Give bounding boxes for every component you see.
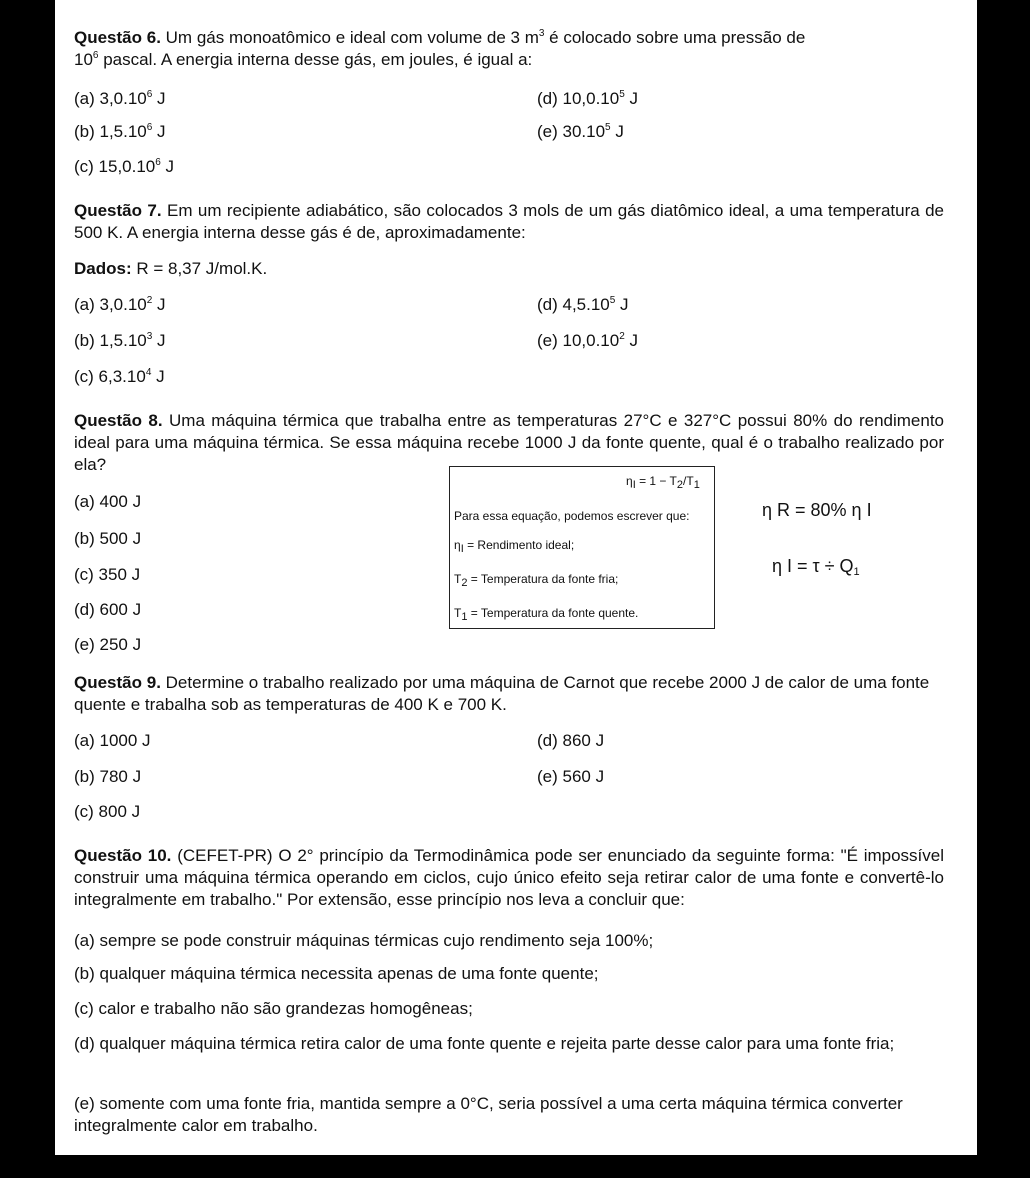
question-6-title: Questão 6. (74, 28, 161, 47)
q6-option-d[interactable]: (d) 10,0.10$^5$ J (537, 89, 639, 108)
q8-option-a[interactable]: (a) 400 J (74, 492, 142, 511)
q10-option-e[interactable]: (e) somente com uma fonte fria, mantida sempre a 0°C, seria possível a uma certa máquina térmica converter integralmente calor em trabalho. (74, 1094, 903, 1135)
q7-option-a[interactable]: (a) 3,0.10$^2$ J (74, 295, 166, 314)
q9-option-a[interactable]: (a) 1000 J (74, 731, 151, 750)
question-7-statement: Questão 7. Em um recipiente adiabático, são colocados 3 mols de um gás diatômico ideal, a uma temperatura de 500 K. A energia interna desse gás é de, aproximadamente: (74, 201, 944, 242)
efficiency-work-equation: η $I = \tau \div Q_1$ (772, 556, 860, 578)
q6-option-a[interactable]: (a) 3,0.10$^6$ J (74, 89, 166, 108)
q8-option-c[interactable]: (c) 350 J (74, 565, 141, 584)
q9-option-e[interactable]: (e) 560 J (537, 767, 605, 786)
box-line-4: $T_1$ = Temperatura da fonte quente. (454, 606, 639, 623)
q9-option-d[interactable]: (d) 860 J (537, 731, 605, 750)
q8-option-d[interactable]: (d) 600 J (74, 600, 142, 619)
question-10-title: Questão 10. (74, 846, 172, 865)
box-line-3: $T_2$ = Temperatura da fonte fria; (454, 572, 619, 589)
formula-box (449, 466, 715, 629)
ideal-efficiency-formula: $\eta_I = 1 - T_2/T_1$ (626, 474, 700, 491)
q6-option-b[interactable]: (b) 1,5.10$^6$ J (74, 122, 166, 141)
q10-option-b[interactable]: (b) qualquer máquina térmica necessita apenas de uma fonte quente; (74, 964, 599, 983)
q10-option-a[interactable]: (a) sempre se pode construir máquinas térmicas cujo rendimento seja 100%; (74, 931, 654, 950)
q10-option-d[interactable]: (d) qualquer máquina térmica retira calor de uma fonte quente e rejeita parte desse calor para uma fonte fria; (74, 1034, 895, 1053)
q6-option-c[interactable]: (c) 15,0.10$^6$ J (74, 157, 175, 176)
q6-option-e[interactable]: (e) 30.10$^5$ J (537, 122, 624, 141)
q10-option-c[interactable]: (c) calor e trabalho não são grandezas homogêneas; (74, 999, 473, 1018)
q7-option-c[interactable]: (c) 6,3.10$^4$ J (74, 367, 165, 386)
q7-option-d[interactable]: (d) 4,5.10$^5$ J (537, 295, 629, 314)
question-8-statement: Questão 8. Uma máquina térmica que trabalha entre as temperaturas 27°C e 327°C possui 80% do rendimento ideal para uma máquina térmica. Se essa máquina recebe 1000 J da fonte quente, qual é o trabalho realizado por ela? (74, 411, 944, 474)
box-line-1: Para essa equação, podemos escrever que: (454, 509, 690, 523)
question-6-statement: Questão 6. Um gás monoatômico e ideal com volume de 3 $m^3$ é colocado sobre uma pressão de $10^6$ pascal. A energia interna desse gás, em joules, é igual a: (74, 28, 806, 69)
question-7-title: Questão 7. (74, 201, 162, 220)
q7-option-e[interactable]: (e) 10,0.10$^2$ J (537, 331, 639, 350)
q9-option-c[interactable]: (c) 800 J (74, 802, 141, 821)
q9-option-b[interactable]: (b) 780 J (74, 767, 142, 786)
question-8-title: Questão 8. (74, 411, 163, 430)
question-9-statement: Questão 9. Determine o trabalho realizado por uma máquina de Carnot que recebe 2000 J de calor de uma fonte quente e trabalha sob as temperaturas de 400 K e 700 K. (74, 673, 930, 714)
q7-option-b[interactable]: (b) 1,5.10$^3$ J (74, 331, 166, 350)
q8-option-b[interactable]: (b) 500 J (74, 529, 142, 548)
q8-option-e[interactable]: (e) 250 J (74, 635, 142, 654)
question-10-statement: Questão 10. (CEFET-PR) O 2° princípio da Termodinâmica pode ser enunciado da seguinte forma: "É impossível construir uma máquina térmica operando em ciclos, cujo único efeito seja retirar calor de uma fonte e convertê-lo integralmente em trabalho." Por extensão, esse princípio nos leva a concluir que: (74, 846, 945, 909)
question-9-title: Questão 9. (74, 673, 161, 692)
box-line-2: $\eta_I$ = Rendimento ideal; (454, 538, 575, 555)
real-efficiency-equation: η R = 80% η I (762, 500, 872, 520)
question-7-data: Dados: R = 8,37 J/mol.K. (74, 259, 268, 278)
